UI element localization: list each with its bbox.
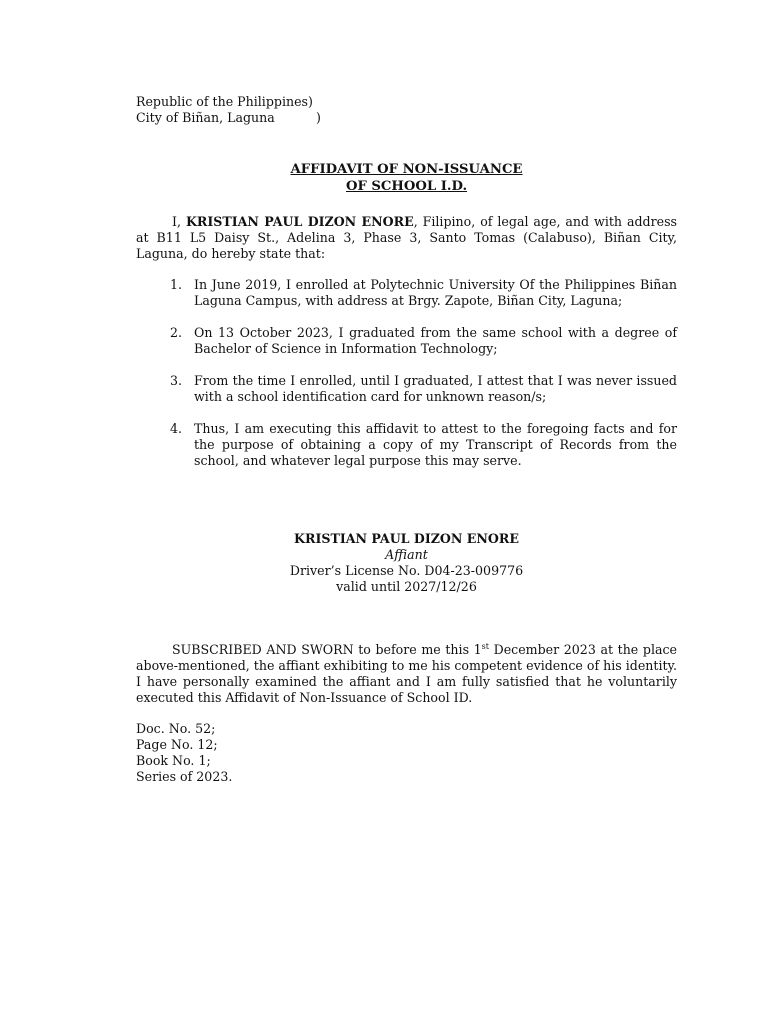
affiant-block: [136, 531, 677, 595]
jurat-ordinal-suffix: st: [481, 641, 489, 651]
affiant-license-validity: valid until 2027/12/26: [336, 579, 477, 594]
venue-country: Republic of the Philippines): [136, 94, 313, 109]
jurat-paragraph: [136, 642, 677, 706]
document-title: [136, 161, 677, 195]
affiant-name-inline: KRISTIAN PAUL DIZON ENORE: [185, 214, 414, 229]
venue-city-row: [136, 110, 436, 126]
title-line-2: OF SCHOOL I.D.: [345, 179, 468, 194]
notarial-register-block: [136, 721, 436, 785]
statement-text: On 13 October 2023, I graduated from the same school with a degree of Bachelor of Science in Information Technology;: [194, 325, 677, 356]
affiant-role: Affiant: [385, 547, 428, 562]
statement-item-2: [136, 325, 677, 357]
title-line-1: AFFIDAVIT OF NON-ISSUANCE: [290, 162, 523, 177]
intro-prefix: I,: [172, 214, 186, 229]
affiant-name: KRISTIAN PAUL DIZON ENORE: [294, 531, 519, 546]
venue-city: City of Biñan, Laguna: [136, 110, 275, 125]
statement-list: [136, 277, 677, 485]
book-number: Book No. 1;: [136, 753, 211, 768]
venue-city-paren: ): [316, 110, 321, 125]
doc-number: Doc. No. 52;: [136, 721, 216, 736]
statement-number: 2.: [170, 325, 183, 340]
statement-number: 4.: [170, 421, 183, 436]
affiant-license: Driver’s License No. D04-23-009776: [289, 563, 524, 578]
statement-number: 1.: [170, 277, 183, 292]
statement-text: From the time I enrolled, until I graduated, I attest that I was never issued with a school identification card for unknown reason/s;: [194, 373, 677, 404]
jurat-text-end: December 2023 at the place above-mentioned, the affiant exhibiting to me his competent evidence of his identity. I have personally examined the affiant and I am fully satisfied that he voluntarily executed this Affidavit of Non-Issuance of School ID.: [136, 642, 677, 705]
statement-text: Thus, I am executing this affidavit to attest to the foregoing facts and for the purpose of obtaining a copy of my Transcript of Records from the school, and whatever legal purpose this may serve.: [194, 421, 677, 468]
page-number: Page No. 12;: [136, 737, 218, 752]
statement-item-3: [136, 373, 677, 405]
statement-item-1: [136, 277, 677, 309]
series-year: Series of 2023.: [136, 769, 233, 784]
statement-number: 3.: [170, 373, 183, 388]
statement-item-4: [136, 421, 677, 469]
intro-paragraph: [136, 214, 677, 262]
intro-rest: , Filipino, of legal age, and with address at B11 L5 Daisy St., Adelina 3, Phase 3, Santo Tomas (Calabuso), Biñan City, Laguna, do hereby state that:: [136, 214, 678, 261]
jurat-text-start: SUBSCRIBED AND SWORN to before me this 1: [172, 642, 482, 657]
statement-text: In June 2019, I enrolled at Polytechnic University Of the Philippines Biñan Laguna Campus, with address at Brgy. Zapote, Biñan City, Laguna;: [194, 277, 677, 308]
venue-block: [136, 94, 436, 126]
